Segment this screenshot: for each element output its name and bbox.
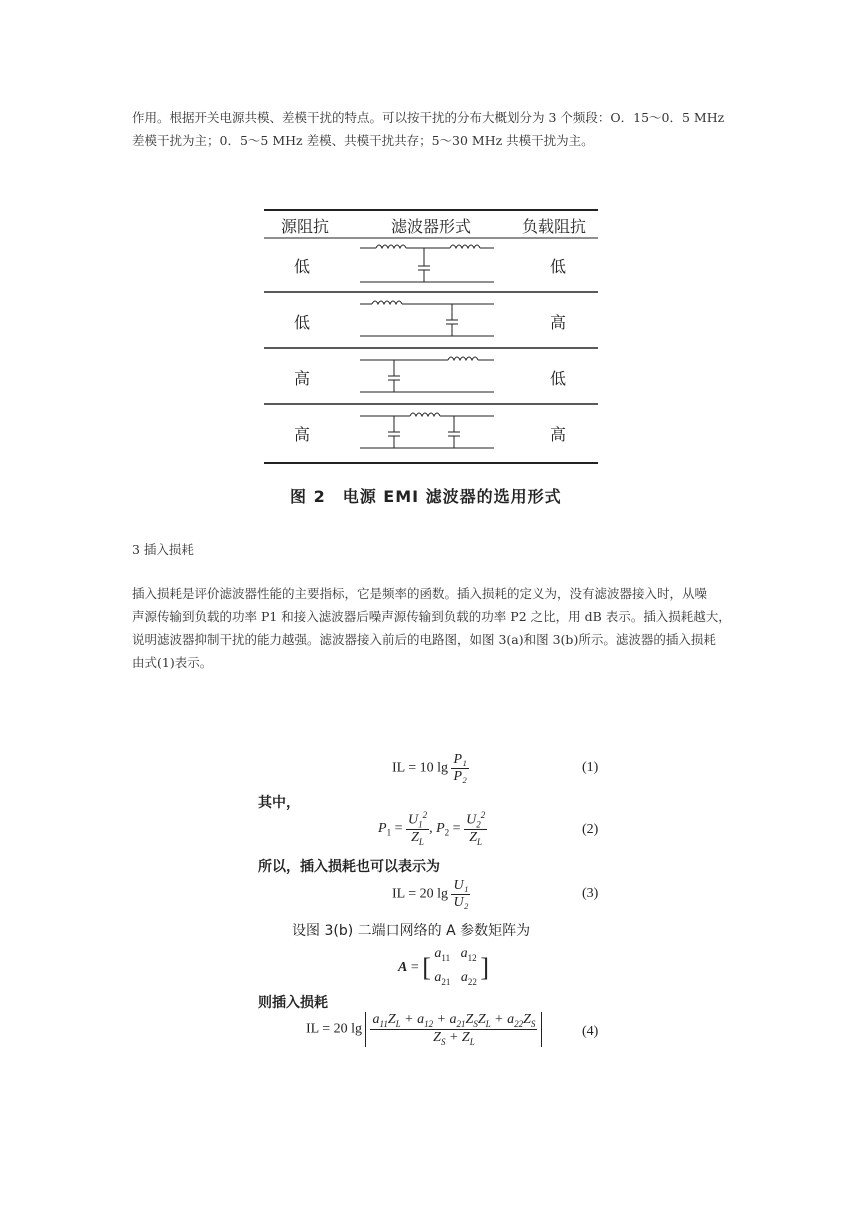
intro-line-2: 差模干扰为主；0．5～5 MHz 差模、共模干扰共存；5～30 MHz 共模干扰为主。 (132, 133, 594, 148)
eq1-fraction (451, 752, 468, 785)
row-1-source: 低 (293, 257, 310, 276)
figure-caption: 图 2 电源 EMI 滤波器的选用形式 (290, 487, 562, 506)
header-source-impedance: 源阻抗 (280, 217, 329, 236)
equation-4: IL = 20 lg $\frac{a_{11}Z_L + a_{12} + a_{21}Z_SZ_L + a_{22}Z_S}{Z_S + Z_L}$ (306, 1012, 542, 1047)
matrix-intro-text: 设图 3(b) 二端口网络的 A 参数矩阵为 (292, 923, 531, 939)
row-4-source: 高 (293, 425, 310, 444)
eq3-label: (3) (582, 886, 599, 901)
cl-filter-diagram (360, 357, 494, 392)
a-matrix: A = [ $a_{11}$ $a_{12}$ $a_{21}$ $a_{22}$ ] (398, 946, 490, 987)
row-3-load: 低 (549, 369, 566, 388)
t-filter-diagram (360, 245, 494, 282)
section-line-4: 由式(1)表示。 (132, 655, 213, 670)
row-2-load: 高 (549, 313, 566, 332)
equation-3 (392, 878, 470, 911)
intro-paragraph (132, 106, 740, 152)
row-1-load: 低 (549, 257, 566, 276)
row-2-source: 低 (293, 313, 310, 332)
pi-filter-diagram (360, 413, 494, 448)
section-line-3: 说明滤波器抑制干扰的能力越强。滤波器接入前后的电路图，如图 3(a)和图 3(b)所示。滤波器的插入损耗 (132, 632, 716, 647)
section-line-1: 插入损耗是评价滤波器性能的主要指标，它是频率的函数。插入损耗的定义为，没有滤波器接入时，从噪 (132, 586, 708, 601)
eq3-numerator: U₁ (453, 878, 469, 893)
eq4-label: (4) (582, 1024, 599, 1039)
eq3-denominator: U₂ (453, 895, 469, 910)
section-line-2: 声源传输到负载的功率 P1 和接入滤波器后噪声源传输到负载的功率 P2 之比，用 dB 表示。插入损耗越大， (132, 609, 731, 624)
eq1-numerator: P₁ (453, 752, 467, 767)
section-paragraph (132, 582, 740, 674)
eq2-label: (2) (582, 822, 599, 837)
intro-line-1: 作用。根据开关电源共模、差模干扰的特点。可以按干扰的分布大概划分为 3 个频段：O．15～0．5 MHz (132, 110, 725, 125)
section-heading: 3 插入损耗 (132, 542, 194, 557)
row-3-source: 高 (293, 369, 310, 388)
row-4-load: 高 (549, 425, 566, 444)
equation-1 (392, 752, 469, 785)
equation-2: $P_1$ = $\frac{U_1^2}{Z_L}$ , $P_2$ = $\frac{U_2^2}{Z_L}$ (378, 810, 486, 848)
eq4-lhs: IL = 20 lg (306, 1021, 362, 1037)
eq1-denominator: P₂ (453, 769, 467, 784)
header-load-impedance: 负载阻抗 (521, 217, 586, 236)
then-text: 则插入损耗 (258, 995, 328, 1011)
header-filter-form: 滤波器形式 (390, 217, 471, 236)
filter-selection-figure (264, 208, 598, 468)
eq1-label: (1) (582, 760, 599, 775)
lc-filter-diagram (360, 301, 494, 336)
so-text: 所以，插入损耗也可以表示为 (258, 859, 440, 875)
eq3-lhs: IL = 20 lg (392, 886, 448, 902)
eq3-fraction (451, 878, 470, 911)
eq1-lhs: IL = 10 lg (392, 760, 448, 776)
where-text: 其中， (258, 795, 300, 811)
